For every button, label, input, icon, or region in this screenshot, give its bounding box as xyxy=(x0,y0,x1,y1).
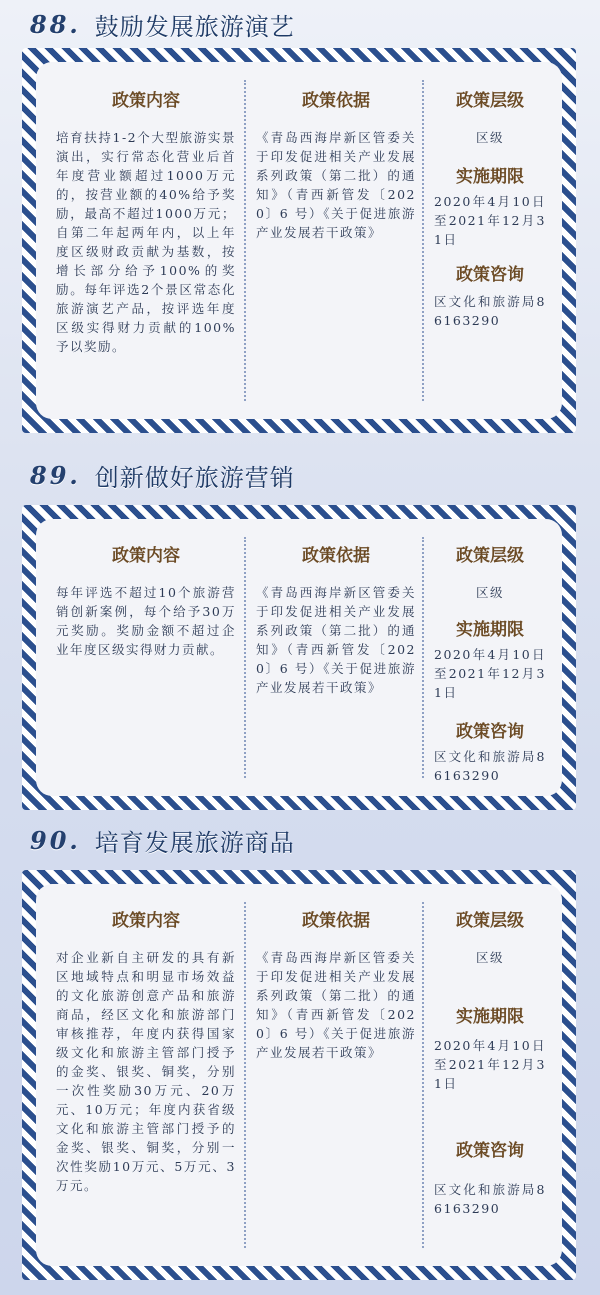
content-column xyxy=(56,519,236,796)
content-heading: 政策内容 xyxy=(112,91,180,111)
column-divider xyxy=(244,537,246,778)
section-heading: 培育发展旅游商品 xyxy=(94,828,295,857)
content-heading: 政策内容 xyxy=(112,911,180,931)
section-number: 88. xyxy=(30,9,81,39)
policy-card-inner xyxy=(36,884,562,1266)
policy-card xyxy=(22,505,576,810)
level-heading: 政策层级 xyxy=(456,911,524,931)
level-text: 区级 xyxy=(475,585,504,600)
section-number: 90. xyxy=(30,825,81,855)
basis-column xyxy=(256,519,416,796)
column-divider xyxy=(422,902,424,1248)
level-heading: 政策层级 xyxy=(456,546,524,566)
policy-card xyxy=(22,48,576,433)
basis-text: 《青岛西海岸新区管委关于印发促进相关产业发展系列政策（第二批）的通知》（青西新管发〔2020〕6 号）《关于促进旅游产业发展若干政策》 xyxy=(256,585,416,695)
content-column xyxy=(56,884,236,1266)
column-divider xyxy=(422,80,424,401)
period-heading: 实施期限 xyxy=(456,167,524,187)
basis-heading: 政策依据 xyxy=(302,546,370,566)
content-text: 每年评选不超过10个旅游营销创新案例，每个给予30万元奖励。奖励金额不超过企业年度区级实得财力贡献。 xyxy=(56,585,236,657)
info-column xyxy=(434,62,546,419)
policy-card-inner xyxy=(36,62,562,419)
basis-column xyxy=(256,62,416,419)
period-heading: 实施期限 xyxy=(456,620,524,640)
info-column xyxy=(434,884,546,1266)
column-divider xyxy=(422,537,424,778)
period-text: 2020年4月10日至2021年12月31日 xyxy=(434,1038,546,1091)
content-text: 对企业新自主研发的具有新区地域特点和明显市场效益的文化旅游创意产品和旅游商品，经区文化和旅游部门审核推荐，年度内获得国家级文化和旅游主管部门授予的金奖、银奖、铜奖，分别一次性奖励30万元、20万元、10万元；年度内获省级文化和旅游主管部门授予的金奖、银奖、铜奖，分别一次性奖励10万元、5万元、3万元。 xyxy=(56,950,236,1193)
info-column xyxy=(434,519,546,796)
basis-text: 《青岛西海岸新区管委关于印发促进相关产业发展系列政策（第二批）的通知》（青西新管发〔2020〕6 号）《关于促进旅游产业发展若干政策》 xyxy=(256,950,416,1060)
section-title xyxy=(30,4,295,44)
level-text: 区级 xyxy=(475,950,504,965)
policy-card xyxy=(22,870,576,1280)
period-text: 2020年4月10日至2021年12月31日 xyxy=(434,647,546,700)
consult-heading: 政策咨询 xyxy=(456,722,524,742)
consult-text: 区文化和旅游局86163290 xyxy=(434,749,546,783)
basis-heading: 政策依据 xyxy=(302,91,370,111)
section-heading: 鼓励发展旅游演艺 xyxy=(94,12,295,41)
basis-column xyxy=(256,884,416,1266)
consult-text: 区文化和旅游局86163290 xyxy=(434,294,546,328)
column-divider xyxy=(244,902,246,1248)
period-heading: 实施期限 xyxy=(456,1007,524,1027)
content-column xyxy=(56,62,236,419)
content-heading: 政策内容 xyxy=(112,546,180,566)
section-title xyxy=(30,820,295,860)
column-divider xyxy=(244,80,246,401)
basis-text: 《青岛西海岸新区管委关于印发促进相关产业发展系列政策（第二批）的通知》（青西新管发〔2020〕6 号）《关于促进旅游产业发展若干政策》 xyxy=(256,130,416,240)
section-title xyxy=(30,455,295,495)
level-text: 区级 xyxy=(475,130,504,145)
level-heading: 政策层级 xyxy=(456,91,524,111)
consult-heading: 政策咨询 xyxy=(456,1141,524,1161)
consult-text: 区文化和旅游局86163290 xyxy=(434,1182,546,1216)
consult-heading: 政策咨询 xyxy=(456,265,524,285)
section-heading: 创新做好旅游营销 xyxy=(94,463,295,492)
content-text: 培育扶持1-2个大型旅游实景演出，实行常态化营业后首年度营业额超过1000万元的，按营业额的40%给予奖励，最高不超过1000万元；自第二年起两年内，以上年度区级财政贡献为基数，按增长部分给予100%的奖励。每年评选2个景区常态化旅游演艺产品，按评选年度区级实得财力贡献的100%予以奖励。 xyxy=(56,130,236,354)
policy-card-inner xyxy=(36,519,562,796)
period-text: 2020年4月10日至2021年12月31日 xyxy=(434,194,546,247)
section-number: 89. xyxy=(30,460,81,490)
basis-heading: 政策依据 xyxy=(302,911,370,931)
